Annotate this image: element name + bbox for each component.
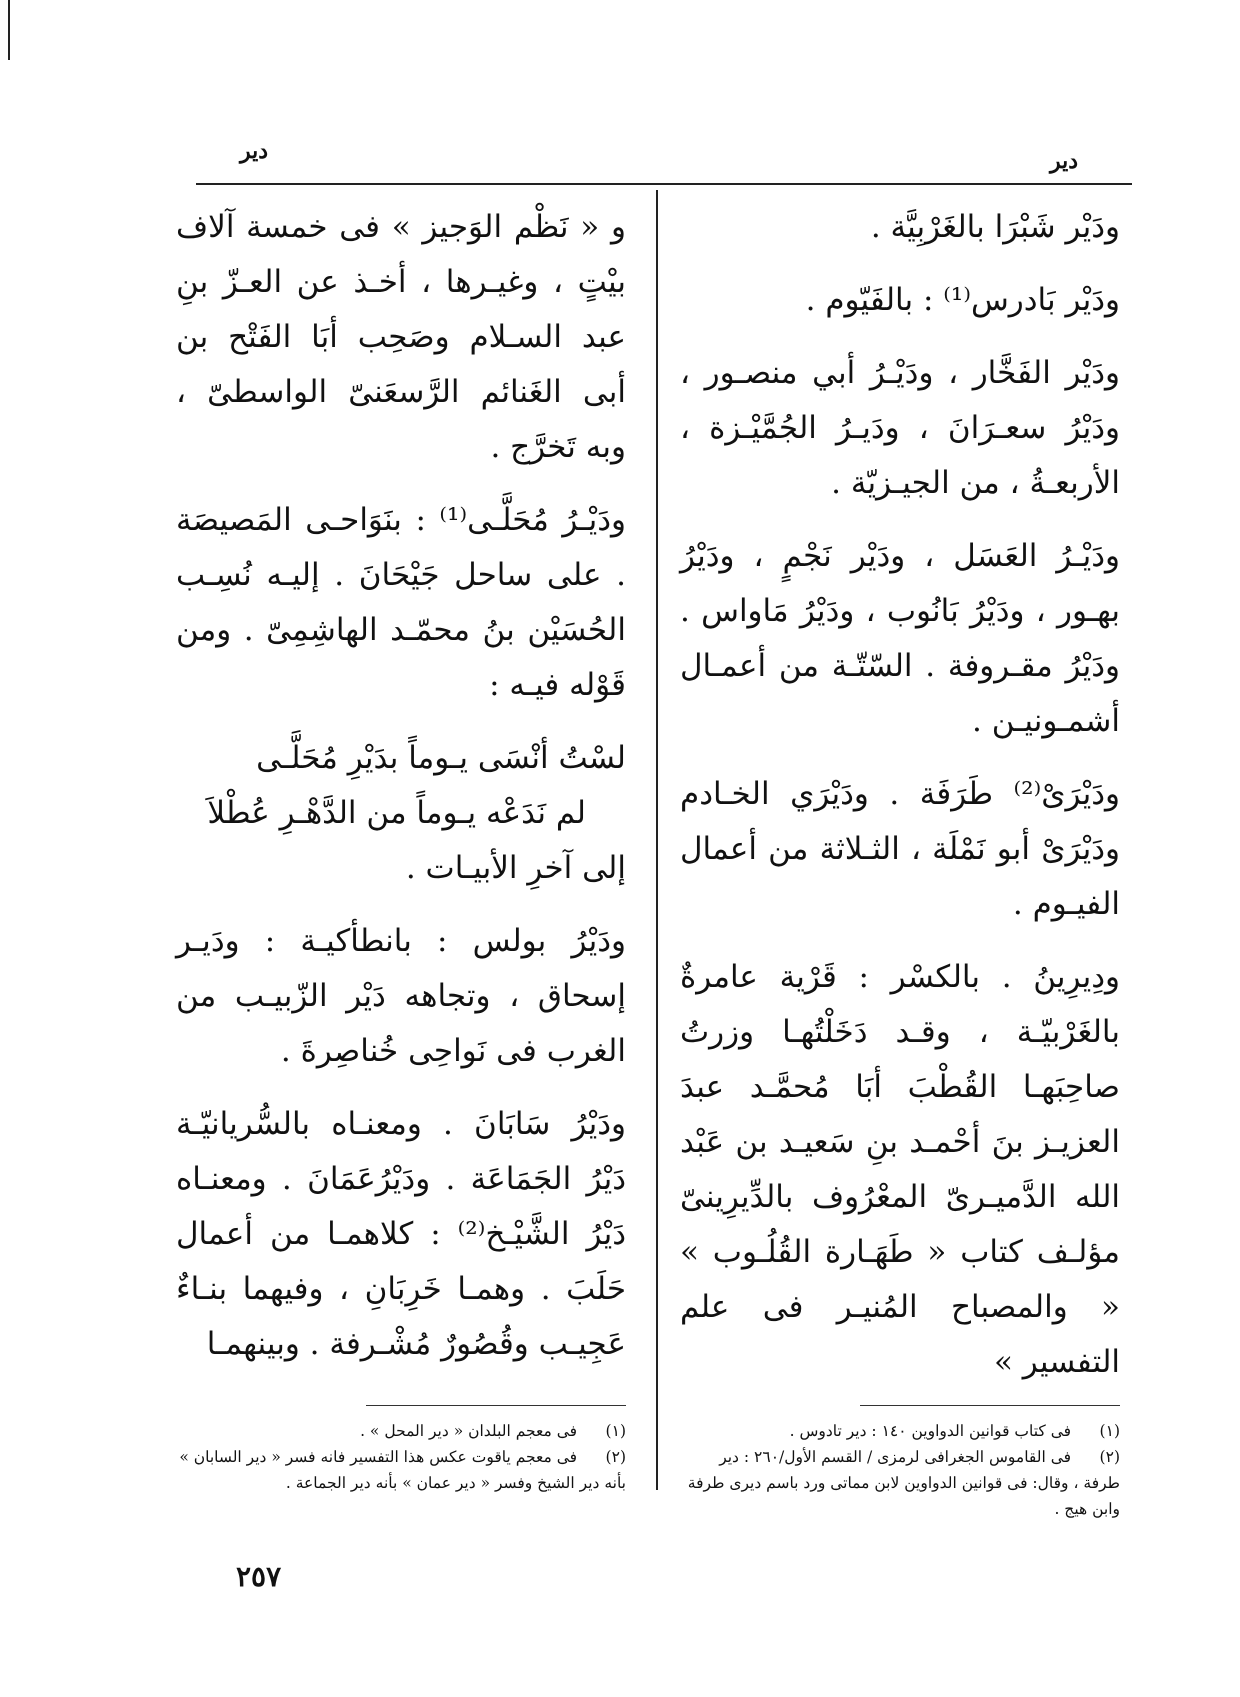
page-number: ٢٥٧: [236, 1560, 282, 1593]
paragraph: و « نَظْم الوَجيز » فى خمسة آلاف بيْتٍ ، وغيـرها ، أخـذ عن العـزّ بنِ عبد السـلام وصَحِب أبَا الفَتْح بن أبى الغَنائم الرَّسعَنىّ الواسطىّ ، وبه تَخرَّج .: [176, 209, 626, 465]
footnote: [176, 1444, 626, 1496]
footnote-number: (١): [605, 1422, 626, 1440]
footnote-text: فى كتاب قوانين الدواوين ١٤٠ : دير تادوس .: [789, 1422, 1072, 1440]
footnotes-left: [176, 1418, 626, 1496]
paragraph: ودِيرِينُ . بالكسْر : قَرْية عامرةٌ بالغَرْبيّـة ، وقـد دَخَلْتُهـا وزرتُ صاحِبَهـا القُطْبَ أبَا مُحمَّـد عبدَ العزيـز بنَ أحْمـد بنِ سَعيـد بن عَبْد الله الدَّميـرىّ المعْرُوف بالدِّيرِينىّ مؤلـف كتاب « طَهَـارة القُلُـوب » « والمصباح المُنيـر فى علم التفسير »: [680, 959, 1120, 1380]
running-header-left: دير: [240, 138, 269, 164]
footnote-text: فى معجم البلدان « دير المحل » .: [360, 1422, 578, 1440]
paragraph: ودَيْرَىْ⁽²⁾ طَرَفَة . ودَيْرَي الخـادم ودَيْرَىْ أبو نَمْلَة ، الثـلاثة من أعمال الفيـوم .: [680, 776, 1120, 922]
footnote-rule-right: [860, 1405, 1120, 1406]
footnote-number: (٢): [605, 1448, 626, 1466]
paragraph: ودَيْر الفَخَّار ، ودَيْـرُ أبي منصـور ، ودَيْرُ سعـرَانَ ، ودَيـرُ الجُمَّيْـزة ، الأربعـةُ ، من الجيـزيّة .: [680, 355, 1120, 501]
header-rule: [196, 183, 1132, 185]
footnote-text: فى القاموس الجغرافى لرمزى / القسم الأول/٢٦٠ : دير طرفة ، وقال: فى قوانين الدواوين لابن مماتى ورد باسم ديرى طرفة وابن هيج .: [687, 1448, 1120, 1518]
paragraph: ودَيْرُ بولس : بانطأكيـة : ودَيـر إسحاق ، وتجاهه دَيْر الزّبيـب من الغرب فى نَواحِى خُناصِرةَ .: [176, 923, 626, 1069]
verse-line-1: لسْتُ أنْسَى يـوماً بدَيْرِ مُحَلَّـى: [256, 740, 626, 776]
footnote: [680, 1418, 1120, 1444]
footnote-number: (٢): [1099, 1448, 1120, 1466]
right-column: [680, 200, 1120, 1408]
footnotes-right: [680, 1418, 1120, 1522]
running-header-right: دير: [1050, 148, 1079, 174]
footnote-text: فى معجم ياقوت عكس هذا التفسير فانه فسر « دير السابان » بأنه دير الشيخ وفسر « دير عمان » بأنه دير الجماعة .: [179, 1448, 626, 1492]
footnote: [680, 1444, 1120, 1522]
footnote-rule-left: [366, 1405, 626, 1406]
footnote-number: (١): [1099, 1422, 1120, 1440]
column-divider: [656, 190, 658, 1490]
left-column: [176, 200, 626, 1390]
paragraph: ودَيْـرُ العَسَل ، ودَيْر نَجْمٍ ، ودَيْرُ بهـور ، ودَيْرُ بَانُوب ، ودَيْرُ مَاواس . ودَيْرُ مقـروفة . السّتّـة من أعمـال أشمـونيـن .: [680, 538, 1120, 739]
footnote: [176, 1418, 626, 1444]
paragraph: ودَيْرُ سَابَانَ . ومعنـاه بالسُّريانيّـة دَيْرُ الجَمَاعَة . ودَيْرُعَمَانَ . ومعنـاه دَيْرُ الشَّيْـخ⁽²⁾ : كلاهمـا من أعمال حَلَبَ . وهمـا خَرِبَانِ ، وفيهما بنـاءٌ عَجِيـب وقُصُورٌ مُشْـرفة . وبينهمـا: [176, 1106, 626, 1362]
paragraph: ودَيْر بَادرس⁽¹⁾ : بالفَيّوم .: [805, 282, 1120, 318]
paragraph: ودَيْـرُ مُحَلَّـى⁽¹⁾ : بنَوَاحـى المَصيصَة . على ساحل جَيْحَانَ . إليـه نُسِـب الحُسَيْن بنُ محمّـد الهاشِمِىّ . ومن قَوْله فيـه :: [176, 502, 626, 703]
paragraph: ودَيْر شَبْرَا بالغَرْبِيَّة .: [870, 209, 1120, 245]
paragraph: إلى آخرِ الأبيـات .: [405, 850, 626, 886]
verse-line-2: لم نَدَعْه يـوماً من الدَّهْـرِ عُطْلاَ: [207, 795, 586, 831]
scan-edge-line: [8, 0, 10, 60]
